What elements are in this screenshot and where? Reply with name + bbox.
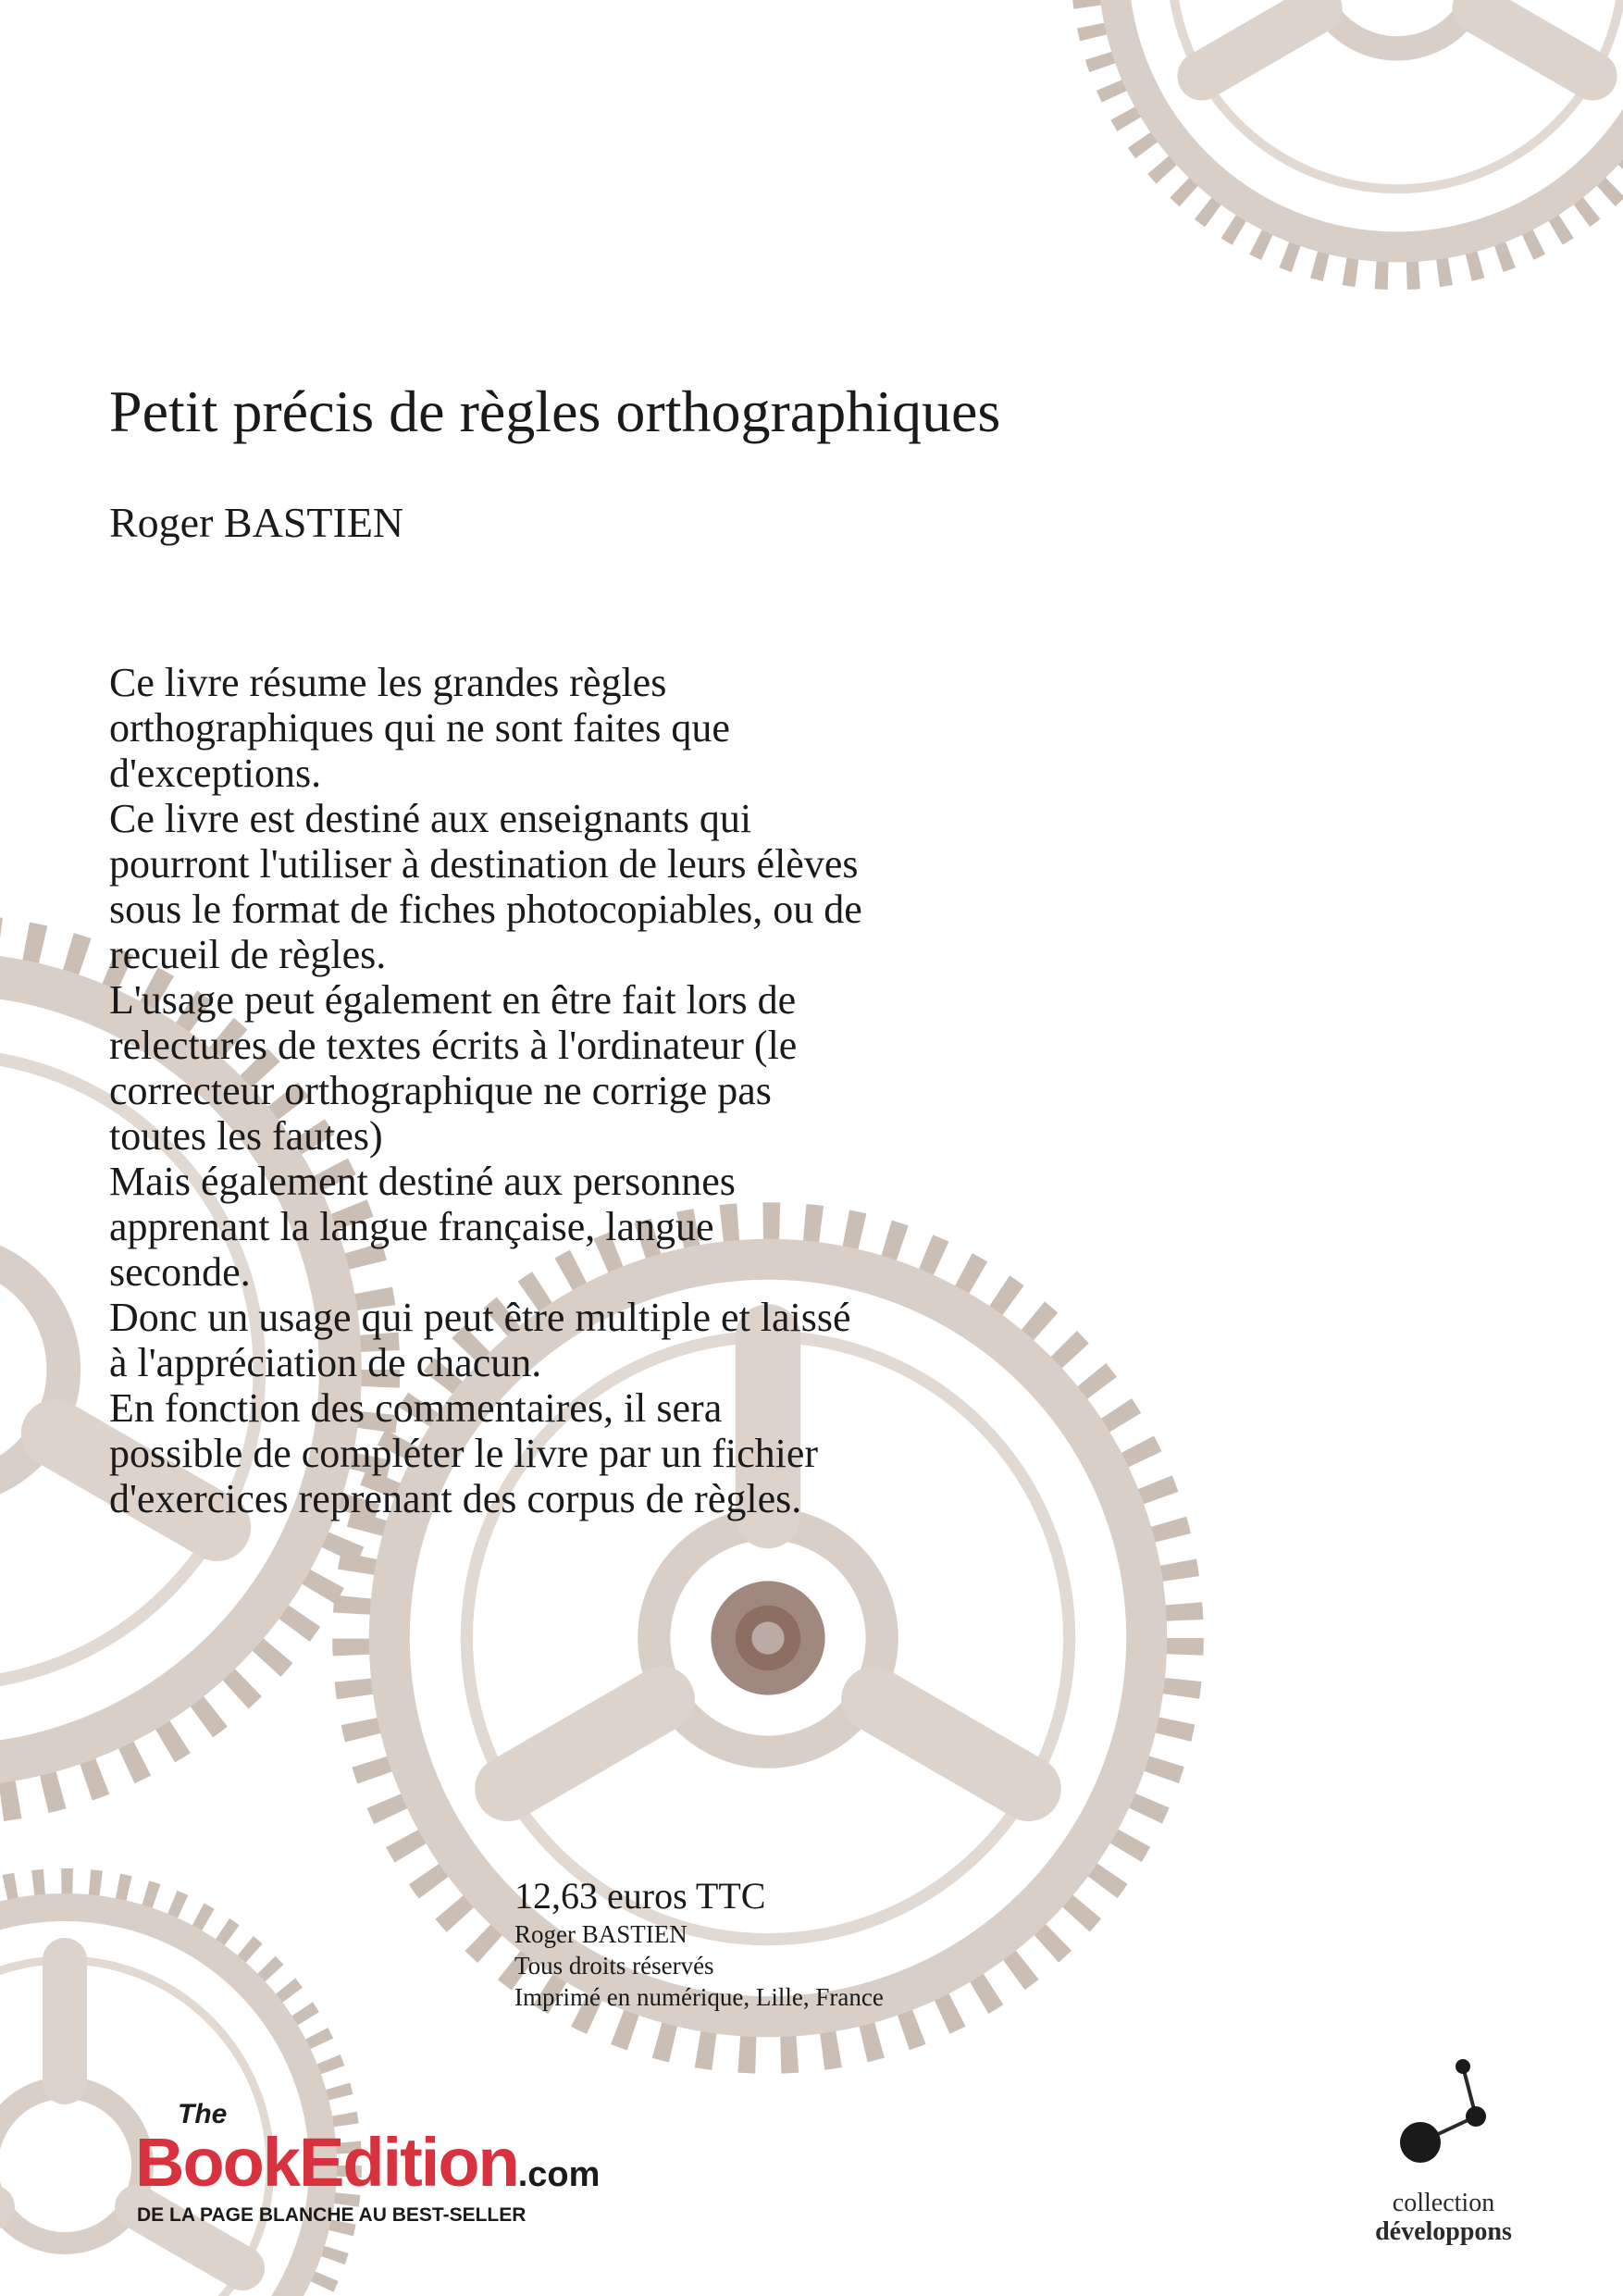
summary-line: Donc un usage qui peut être multiple et laissé <box>109 1295 851 1340</box>
molecule-icon <box>1383 2050 1504 2189</box>
summary-line: sous le format de fiches photocopiables, ou de <box>109 887 862 932</box>
logo-domain: .com <box>517 2155 601 2194</box>
gear-top-right <box>1092 0 1623 268</box>
summary-line: orthographiques qui ne sont faites que <box>109 705 730 751</box>
thebookedition-logo <box>109 2093 655 2232</box>
book-title: Petit précis de règles orthographiques <box>109 379 1001 444</box>
summary-line: En fonction des commentaires, il sera <box>109 1385 723 1431</box>
summary-line: possible de compléter le livre par un fichier <box>109 1431 819 1476</box>
imprint-author: Roger BASTIEN <box>514 1920 688 1948</box>
summary-line: Ce livre résume les grandes règles <box>109 660 667 705</box>
summary-line: seconde. <box>109 1249 251 1295</box>
imprint-rights: Tous droits réservés <box>514 1952 714 1980</box>
imprint-printed: Imprimé en numérique, Lille, France <box>514 1983 884 2011</box>
summary-line: relectures de textes écrits à l'ordinateur (le <box>109 1023 798 1068</box>
imprint-block <box>514 1874 884 2013</box>
summary-line: d'exercices reprenant des corpus de règles. <box>109 1476 802 1521</box>
summary-line: recueil de règles. <box>109 932 387 977</box>
book-author: Roger BASTIEN <box>109 499 404 546</box>
summary-line: Mais également destiné aux personnes <box>109 1159 736 1204</box>
collection-logo <box>1351 2050 1536 2281</box>
logo-the: The <box>178 2099 228 2129</box>
logo-tagline: DE LA PAGE BLANCHE AU BEST-SELLER <box>137 2204 527 2226</box>
summary-line: correcteur orthographique ne corrige pas <box>109 1068 772 1113</box>
summary-line: pourront l'utiliser à destination de leurs élèves <box>109 841 859 887</box>
logo-brand-name: BookEdition <box>135 2124 518 2201</box>
book-summary <box>109 660 1275 1521</box>
summary-line: toutes les fautes) <box>109 1113 383 1159</box>
collection-name: développons <box>1375 2217 1512 2246</box>
gear-bottom-left <box>0 1888 342 2296</box>
logo-brand <box>135 2124 601 2211</box>
summary-line: apprenant la langue française, langue <box>109 1204 714 1249</box>
price: 12,63 euros TTC <box>514 1875 766 1917</box>
summary-line: d'exceptions. <box>109 751 322 796</box>
collection-label: collection <box>1392 2189 1495 2217</box>
summary-line: L'usage peut également en être fait lors de <box>109 977 797 1023</box>
summary-line: Ce livre est destiné aux enseignants qui <box>109 796 752 841</box>
summary-line: à l'appréciation de chacun. <box>109 1340 542 1385</box>
